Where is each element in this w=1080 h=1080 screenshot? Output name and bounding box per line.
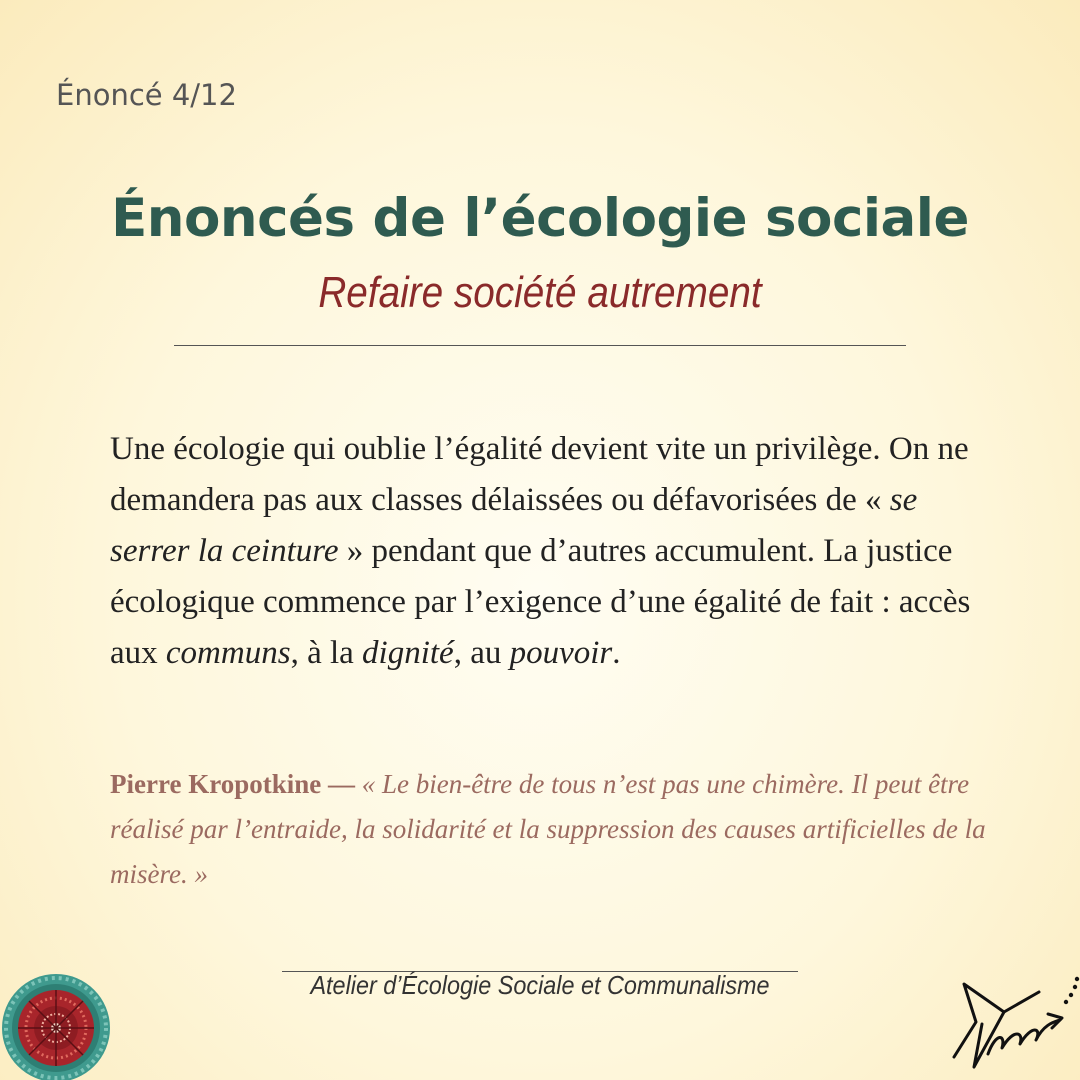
star-signature-logo-icon xyxy=(944,962,1080,1080)
quote-text: « Le bien-être de tous n’est pas une chimère. Il peut être réalisé par l’entraide, la solidarité et la suppression des causes artificielles de la misère. » xyxy=(110,769,986,889)
statement-text: , au xyxy=(453,635,510,671)
statement-text: » pendant que d’autres accumulent. La justice écologique commence par l’exigence d’une égalité de fait : accès aux xyxy=(110,533,971,671)
statement-text: , à la xyxy=(290,635,363,671)
statement-emphasis: pouvoir xyxy=(509,635,613,671)
quote-author: Pierre Kropotkine — xyxy=(110,769,355,799)
page-title: Énoncés de l’écologie sociale xyxy=(111,188,969,249)
statement-emphasis: dignité xyxy=(362,635,454,671)
slide-counter: Énoncé 4/12 xyxy=(56,78,237,112)
footer-organization: Atelier d’Écologie Sociale et Communalisme xyxy=(310,970,770,1000)
statement-text: Une écologie qui oublie l’égalité devient vite un privilège. On ne demandera pas aux classes délaissées ou défavorisées de « xyxy=(110,431,969,518)
statement-text: . xyxy=(612,635,621,671)
quote-block xyxy=(110,762,990,897)
statement-emphasis: communs xyxy=(165,635,291,671)
page-subtitle: Refaire société autrement xyxy=(318,268,762,317)
statement-emphasis: se serrer la ceinture xyxy=(110,482,918,569)
statement-paragraph xyxy=(110,424,990,679)
title-divider xyxy=(174,345,906,346)
mandala-logo-icon xyxy=(0,966,112,1080)
